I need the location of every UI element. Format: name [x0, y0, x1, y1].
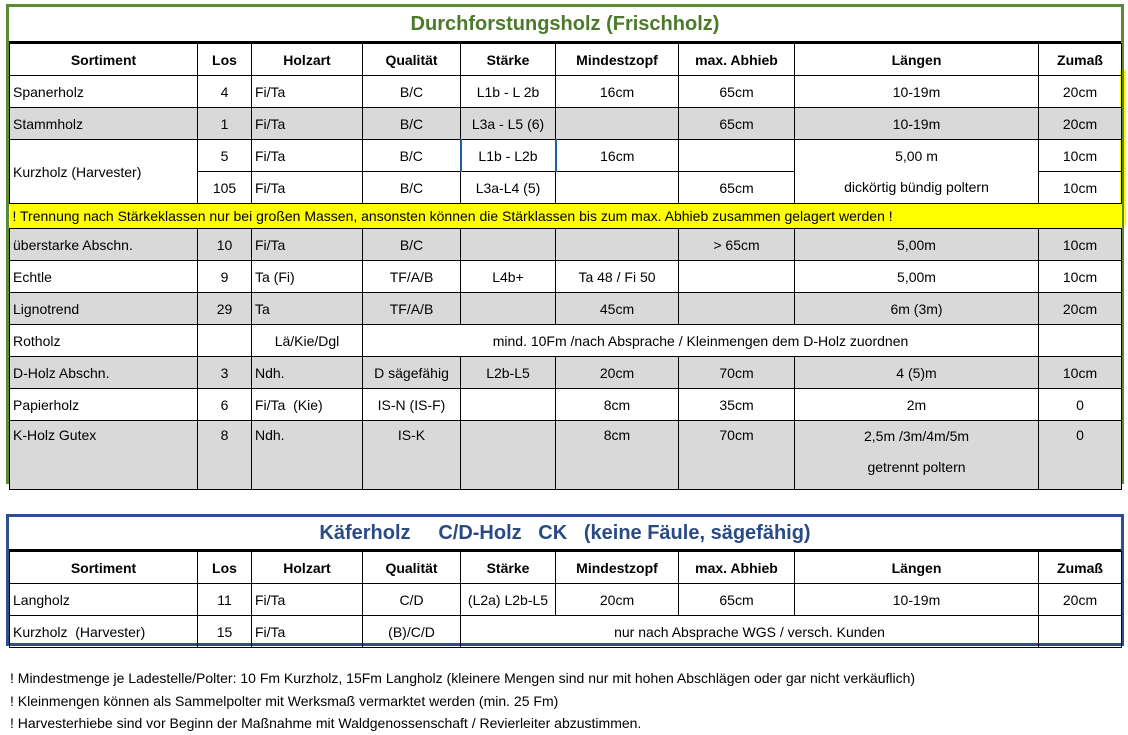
- cell: 0: [1039, 389, 1122, 421]
- table-row: [10, 584, 1122, 616]
- cell: 5,00m: [795, 261, 1039, 293]
- table2-header-row: [10, 552, 1122, 584]
- kaeferholz-table: [6, 514, 1124, 646]
- header-cell: Los: [198, 44, 252, 76]
- table2-grid: [9, 551, 1122, 648]
- cell: 10cm: [1039, 172, 1122, 204]
- cell: 4: [198, 76, 252, 108]
- cell: 20cm: [1039, 293, 1122, 325]
- cell: [556, 172, 679, 204]
- footnotes: [10, 667, 915, 735]
- cell: D sägefähig: [363, 357, 461, 389]
- cell: TF/A/B: [363, 293, 461, 325]
- footnote: ! Harvesterhiebe sind vor Beginn der Maßnahme mit Waldgenossenschaft / Revierleiter abzustimmen.: [10, 715, 642, 731]
- cell: 20cm: [556, 584, 679, 616]
- header-cell: max. Abhieb: [679, 552, 795, 584]
- cell: Papierholz: [10, 389, 198, 421]
- laengen-note: getrennt poltern: [867, 459, 966, 475]
- header-cell: Holzart: [252, 44, 363, 76]
- cell: [461, 293, 556, 325]
- cell: 29: [198, 293, 252, 325]
- cell: 1: [198, 108, 252, 140]
- cell: 65cm: [679, 108, 795, 140]
- cell: 6: [198, 389, 252, 421]
- cell: 11: [198, 584, 252, 616]
- cell: 10-19m: [795, 76, 1039, 108]
- cell: Fi/Ta: [252, 76, 363, 108]
- cell: B/C: [363, 76, 461, 108]
- cell: 6m (3m): [795, 293, 1039, 325]
- cell: Ndh.: [252, 421, 363, 490]
- cell: Fi/Ta: [252, 616, 363, 648]
- cell: 20cm: [1039, 76, 1122, 108]
- cell: L1b - L2b: [461, 140, 556, 172]
- table-row: [10, 389, 1122, 421]
- header-cell: max. Abhieb: [679, 44, 795, 76]
- header-cell: Qualität: [363, 44, 461, 76]
- cell: Ta: [252, 293, 363, 325]
- cell: 10cm: [1039, 261, 1122, 293]
- cell: 45cm: [556, 293, 679, 325]
- cell: > 65cm: [679, 229, 795, 261]
- footnote: ! Kleinmengen können als Sammelpolter mit Werksmaß vermarktet werden (min. 25 Fm): [10, 692, 559, 709]
- cell: 2m: [795, 389, 1039, 421]
- cell: (B)/C/D: [363, 616, 461, 648]
- cell: Langholz: [10, 584, 198, 616]
- cell: Fi/Ta: [252, 229, 363, 261]
- header-cell: Sortiment: [10, 552, 198, 584]
- table-row: [10, 140, 1122, 172]
- cell: Fi/Ta: [252, 108, 363, 140]
- header-cell: Stärke: [461, 44, 556, 76]
- table-row: [10, 229, 1122, 261]
- cell: K-Holz Gutex: [10, 421, 198, 490]
- cell: 16cm: [556, 140, 679, 172]
- cell: 15: [198, 616, 252, 648]
- table1-title: Durchforstungsholz (Frischholz): [9, 7, 1121, 43]
- cell: 5,00 m: [795, 140, 1039, 172]
- cell: dickörtig bündig poltern: [795, 172, 1039, 204]
- cell: Lignotrend: [10, 293, 198, 325]
- note-row: [10, 204, 1122, 229]
- table2-title: Käferholz C/D-Holz CK (keine Fäule, sägefähig): [9, 517, 1121, 551]
- cell: überstarke Abschn.: [10, 229, 198, 261]
- cell: 65cm: [679, 584, 795, 616]
- cell: 65cm: [679, 172, 795, 204]
- cell: [556, 108, 679, 140]
- cell: 20cm: [1039, 108, 1122, 140]
- cell: 10cm: [1039, 357, 1122, 389]
- cell: [1039, 325, 1122, 357]
- table-row: [10, 261, 1122, 293]
- cell: Fi/Ta: [252, 140, 363, 172]
- cell: Ta (Fi): [252, 261, 363, 293]
- cell: [461, 389, 556, 421]
- cell: C/D: [363, 584, 461, 616]
- cell: Fi/Ta (Kie): [252, 389, 363, 421]
- cell: B/C: [363, 229, 461, 261]
- cell: IS-K: [363, 421, 461, 490]
- header-cell: Längen: [795, 44, 1039, 76]
- cell: 0: [1039, 421, 1122, 490]
- header-cell: Holzart: [252, 552, 363, 584]
- cell: [679, 261, 795, 293]
- cell: Stammholz: [10, 108, 198, 140]
- header-cell: Zumaß: [1039, 44, 1122, 76]
- table-row: [10, 76, 1122, 108]
- cell: L3a-L4 (5): [461, 172, 556, 204]
- cell: 20cm: [1039, 584, 1122, 616]
- header-cell: Mindestzopf: [556, 44, 679, 76]
- cell: 10: [198, 229, 252, 261]
- cell: 10cm: [1039, 229, 1122, 261]
- header-cell: Längen: [795, 552, 1039, 584]
- cell: 5: [198, 140, 252, 172]
- cell: 3: [198, 357, 252, 389]
- cell: mind. 10Fm /nach Absprache / Kleinmengen dem D-Holz zuordnen: [363, 325, 1039, 357]
- separation-note: ! Trennung nach Stärkeklassen nur bei großen Massen, ansonsten können die Stärklassen bis zum max. Abhieb zusammen gelagert werden !: [10, 204, 1122, 229]
- cell: Kurzholz (Harvester): [10, 616, 198, 648]
- cell: L3a - L5 (6): [461, 108, 556, 140]
- cell: 8: [198, 421, 252, 490]
- cell: [461, 421, 556, 490]
- cell: B/C: [363, 108, 461, 140]
- header-cell: Mindestzopf: [556, 552, 679, 584]
- cell: 8cm: [556, 421, 679, 490]
- cell: [461, 229, 556, 261]
- table-row: [10, 421, 1122, 490]
- header-cell: Qualität: [363, 552, 461, 584]
- cell: nur nach Absprache WGS / versch. Kunden: [461, 616, 1039, 648]
- cell: 5,00m: [795, 229, 1039, 261]
- cell: Kurzholz (Harvester): [10, 140, 198, 204]
- cell: 70cm: [679, 357, 795, 389]
- cell: B/C: [363, 140, 461, 172]
- cell: D-Holz Abschn.: [10, 357, 198, 389]
- cell: B/C: [363, 172, 461, 204]
- cell: Ta 48 / Fi 50: [556, 261, 679, 293]
- table-row: [10, 616, 1122, 648]
- cell: [556, 229, 679, 261]
- cell: 16cm: [556, 76, 679, 108]
- cell: [795, 421, 1039, 490]
- cell: Fi/Ta: [252, 172, 363, 204]
- cell: 70cm: [679, 421, 795, 490]
- cell: [679, 293, 795, 325]
- cell: 10-19m: [795, 108, 1039, 140]
- durchforstungsholz-table: [6, 4, 1124, 484]
- cell: Echtle: [10, 261, 198, 293]
- header-cell: Los: [198, 552, 252, 584]
- cell: 20cm: [556, 357, 679, 389]
- table-row: [10, 325, 1122, 357]
- cell: Ndh.: [252, 357, 363, 389]
- cell: 10-19m: [795, 584, 1039, 616]
- table1-grid: [9, 43, 1122, 490]
- header-cell: Zumaß: [1039, 552, 1122, 584]
- cell: [198, 325, 252, 357]
- header-cell: Stärke: [461, 552, 556, 584]
- footnote: ! Mindestmenge je Ladestelle/Polter: 10 Fm Kurzholz, 15Fm Langholz (kleinere Mengen sind nur mit hohen Abschlägen oder gar nicht verkäuflich): [10, 670, 916, 686]
- cell: [679, 140, 795, 172]
- cell: IS-N (IS-F): [363, 389, 461, 421]
- cell: L4b+: [461, 261, 556, 293]
- table1-header-row: [10, 44, 1122, 76]
- cell: 105: [198, 172, 252, 204]
- cell: 4 (5)m: [795, 357, 1039, 389]
- cell: L2b-L5: [461, 357, 556, 389]
- laengen-value: 2,5m /3m/4m/5m: [863, 428, 970, 444]
- cell: Lä/Kie/Dgl: [252, 325, 363, 357]
- table-row: [10, 357, 1122, 389]
- cell: (L2a) L2b-L5: [461, 584, 556, 616]
- cell: L1b - L 2b: [461, 76, 556, 108]
- cell: Fi/Ta: [252, 584, 363, 616]
- cell: Rotholz: [10, 325, 198, 357]
- cell: [1039, 616, 1122, 648]
- cell: 9: [198, 261, 252, 293]
- cell: 10cm: [1039, 140, 1122, 172]
- cell: TF/A/B: [363, 261, 461, 293]
- cell: 65cm: [679, 76, 795, 108]
- table-row: [10, 293, 1122, 325]
- cell: Spanerholz: [10, 76, 198, 108]
- cell: 8cm: [556, 389, 679, 421]
- cell: 35cm: [679, 389, 795, 421]
- header-cell: Sortiment: [10, 44, 198, 76]
- table-row: [10, 108, 1122, 140]
